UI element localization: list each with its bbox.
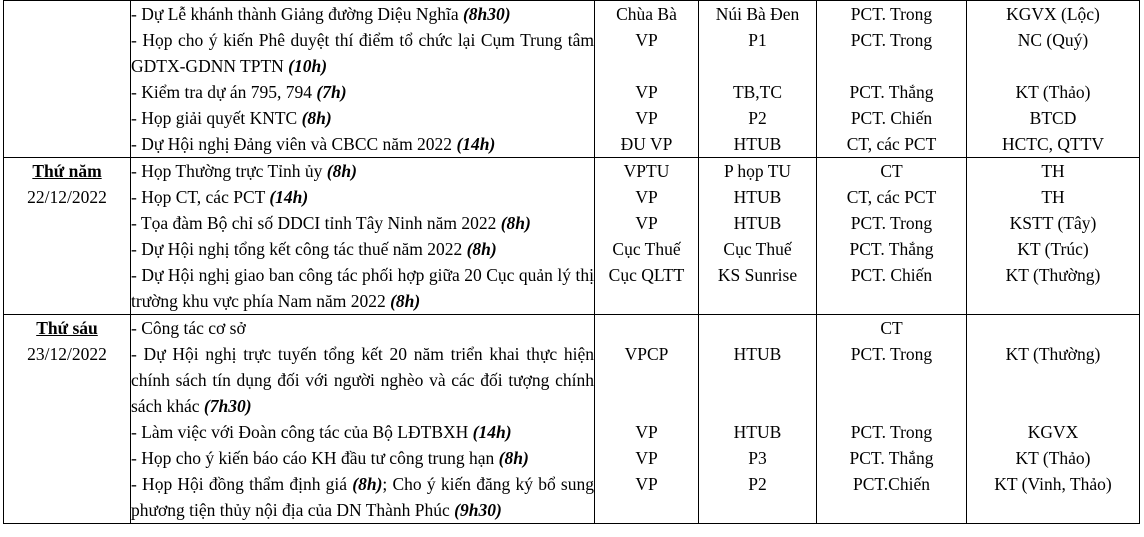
place-value: P1	[748, 30, 767, 50]
host-value: VPCP	[624, 344, 669, 364]
task-title: - Dự Hội nghị trực tuyến tổng kết 20 năm triển khai thực hiện chính sách tín dụng đối với người nghèo và các đối tượng chính sách khác	[131, 344, 594, 416]
prep-value: BTCD	[1029, 108, 1077, 128]
day-date: 23/12/2022	[27, 344, 107, 364]
place-value: P họp TU	[723, 161, 792, 181]
place-cell	[699, 1, 817, 158]
task-entry	[131, 341, 594, 419]
place-value: TB,TC	[732, 82, 783, 102]
task-title: - Họp giải quyết KNTC	[131, 108, 302, 128]
lead-value: PCT. Trong	[850, 213, 933, 233]
place-cell	[699, 315, 817, 524]
task-time: (8h)	[301, 108, 332, 128]
task-time: (8h)	[326, 161, 357, 181]
prep-cell	[967, 315, 1140, 524]
lead-cell	[817, 1, 967, 158]
schedule-body	[4, 1, 1140, 524]
place-value: P3	[748, 448, 767, 468]
task-title: - Họp Hội đồng thẩm định giá	[131, 474, 353, 494]
task-entry	[131, 27, 594, 79]
task-time: (7h30)	[203, 396, 252, 416]
task-time: (8h)	[500, 213, 531, 233]
lead-value: CT	[880, 161, 903, 181]
prep-value: TH	[1041, 187, 1065, 207]
prep-value: KT (Thường)	[1005, 265, 1101, 285]
lead-value: PCT. Thắng	[849, 239, 934, 259]
task-title: - Làm việc với Đoàn công tác của Bộ LĐTBXH	[131, 422, 473, 442]
task-cell	[131, 158, 595, 315]
host-value: Chùa Bà	[616, 4, 677, 24]
host-value: VP	[635, 213, 658, 233]
day-cell	[4, 315, 131, 524]
task-time: (7h)	[316, 82, 347, 102]
task-time: (8h)	[390, 291, 421, 311]
place-value: KS Sunrise	[717, 265, 798, 285]
place-value: Cục Thuế	[723, 239, 792, 259]
task-entry	[131, 131, 594, 157]
host-value: Cục Thuế	[612, 239, 681, 259]
prep-value: KGVX (Lộc)	[1006, 4, 1100, 24]
schedule-table	[3, 0, 1140, 524]
lead-value: PCT. Thắng	[849, 448, 934, 468]
host-value: VPTU	[623, 161, 670, 181]
task-entry	[131, 210, 594, 236]
task-title: - Họp cho ý kiến báo cáo KH đầu tư công trung hạn	[131, 448, 499, 468]
task-entry	[131, 1, 594, 27]
day-row	[4, 158, 1140, 315]
task-time: (8h)	[498, 448, 529, 468]
host-value: VP	[635, 82, 658, 102]
task-entry	[131, 79, 594, 105]
lead-cell	[817, 158, 967, 315]
lead-cell	[817, 315, 967, 524]
task-cell	[131, 315, 595, 524]
task-title: - Công tác cơ sở	[131, 318, 246, 338]
task-time: (10h)	[288, 56, 328, 76]
task-title: - Họp CT, các PCT	[131, 187, 270, 207]
prep-value: KT (Thường)	[1005, 344, 1101, 364]
lead-value: PCT. Trong	[850, 4, 933, 24]
prep-value: HCTC, QTTV	[1001, 134, 1105, 154]
lead-value: CT	[880, 318, 903, 338]
task-entry	[131, 236, 594, 262]
host-value: VP	[635, 108, 658, 128]
place-value: Núi Bà Đen	[715, 4, 800, 24]
task-title: - Tọa đàm Bộ chỉ số DDCI tỉnh Tây Ninh năm 2022	[131, 213, 501, 233]
host-value: VP	[635, 448, 658, 468]
place-value: HTUB	[733, 187, 782, 207]
task-title: - Dự Lễ khánh thành Giảng đường Diệu Nghĩa	[131, 4, 463, 24]
task-cell	[131, 1, 595, 158]
task-entry	[131, 471, 594, 523]
lead-value: PCT. Chiến	[850, 265, 933, 285]
host-cell	[595, 158, 699, 315]
day-row	[4, 1, 1140, 158]
task-title: - Dự Hội nghị giao ban công tác phối hợp giữa 20 Cục quản lý thị trường khu vực phía Nam năm 2022	[131, 265, 594, 311]
host-cell	[595, 315, 699, 524]
place-value: P2	[748, 108, 767, 128]
host-cell	[595, 1, 699, 158]
task-time: (8h)	[466, 239, 497, 259]
host-value: VP	[635, 422, 658, 442]
host-value: Cục QLTT	[608, 265, 685, 285]
prep-value: NC (Quý)	[1017, 30, 1089, 50]
prep-value: KT (Vinh, Thảo)	[994, 474, 1112, 494]
task-title: - Họp Thường trực Tỉnh ủy	[131, 161, 327, 181]
task-title-continued: ; Cho ý kiến đăng ký bổ sung phương tiện thủy nội địa của DN Thành Phúc	[131, 474, 594, 520]
place-cell	[699, 158, 817, 315]
task-entry	[131, 184, 594, 210]
lead-value: CT, các PCT	[846, 134, 937, 154]
place-value: P2	[748, 474, 767, 494]
task-time: (14h)	[456, 134, 496, 154]
prep-value: KGVX	[1027, 422, 1079, 442]
place-value: HTUB	[733, 422, 782, 442]
task-title: - Họp cho ý kiến Phê duyệt thí điểm tổ chức lại Cụm Trung tâm GDTX-GDNN TPTN	[131, 30, 594, 76]
task-time: (8h)	[352, 474, 383, 494]
prep-cell	[967, 1, 1140, 158]
task-time: (14h)	[269, 187, 309, 207]
prep-cell	[967, 158, 1140, 315]
prep-value: KSTT (Tây)	[1009, 213, 1097, 233]
day-row	[4, 315, 1140, 524]
place-value: HTUB	[733, 134, 782, 154]
task-title: - Kiểm tra dự án 795, 794	[131, 82, 317, 102]
lead-value: PCT. Trong	[850, 422, 933, 442]
place-value: HTUB	[733, 213, 782, 233]
task-entry	[131, 445, 594, 471]
day-cell	[4, 158, 131, 315]
lead-value: PCT. Trong	[850, 30, 933, 50]
place-value: HTUB	[733, 344, 782, 364]
task-entry	[131, 315, 594, 341]
lead-value: PCT. Chiến	[850, 108, 933, 128]
host-value: ĐU VP	[620, 134, 673, 154]
task-time-continued: (9h30)	[454, 500, 502, 520]
task-title: - Dự Hội nghị Đảng viên và CBCC năm 2022	[131, 134, 457, 154]
task-entry	[131, 105, 594, 131]
task-entry	[131, 262, 594, 314]
task-time: (14h)	[472, 422, 512, 442]
day-date: 22/12/2022	[27, 187, 107, 207]
prep-value: TH	[1041, 161, 1065, 181]
prep-value: KT (Thảo)	[1015, 448, 1091, 468]
task-time: (8h30)	[462, 4, 511, 24]
lead-value: PCT. Thắng	[849, 82, 934, 102]
day-name: Thứ sáu	[36, 318, 98, 338]
task-title: - Dự Hội nghị tổng kết công tác thuế năm 2022	[131, 239, 467, 259]
prep-value: KT (Thảo)	[1015, 82, 1091, 102]
task-entry	[131, 419, 594, 445]
host-value: VP	[635, 474, 658, 494]
prep-value	[967, 315, 1139, 341]
place-value	[699, 315, 816, 341]
host-value: VP	[635, 30, 658, 50]
lead-value: PCT.Chiến	[853, 474, 930, 494]
day-cell	[4, 1, 131, 158]
host-value	[595, 315, 698, 341]
task-entry	[131, 158, 594, 184]
host-value: VP	[635, 187, 658, 207]
prep-value: KT (Trúc)	[1017, 239, 1089, 259]
day-name: Thứ năm	[32, 161, 102, 181]
lead-value: PCT. Trong	[850, 344, 933, 364]
lead-value: CT, các PCT	[846, 187, 937, 207]
